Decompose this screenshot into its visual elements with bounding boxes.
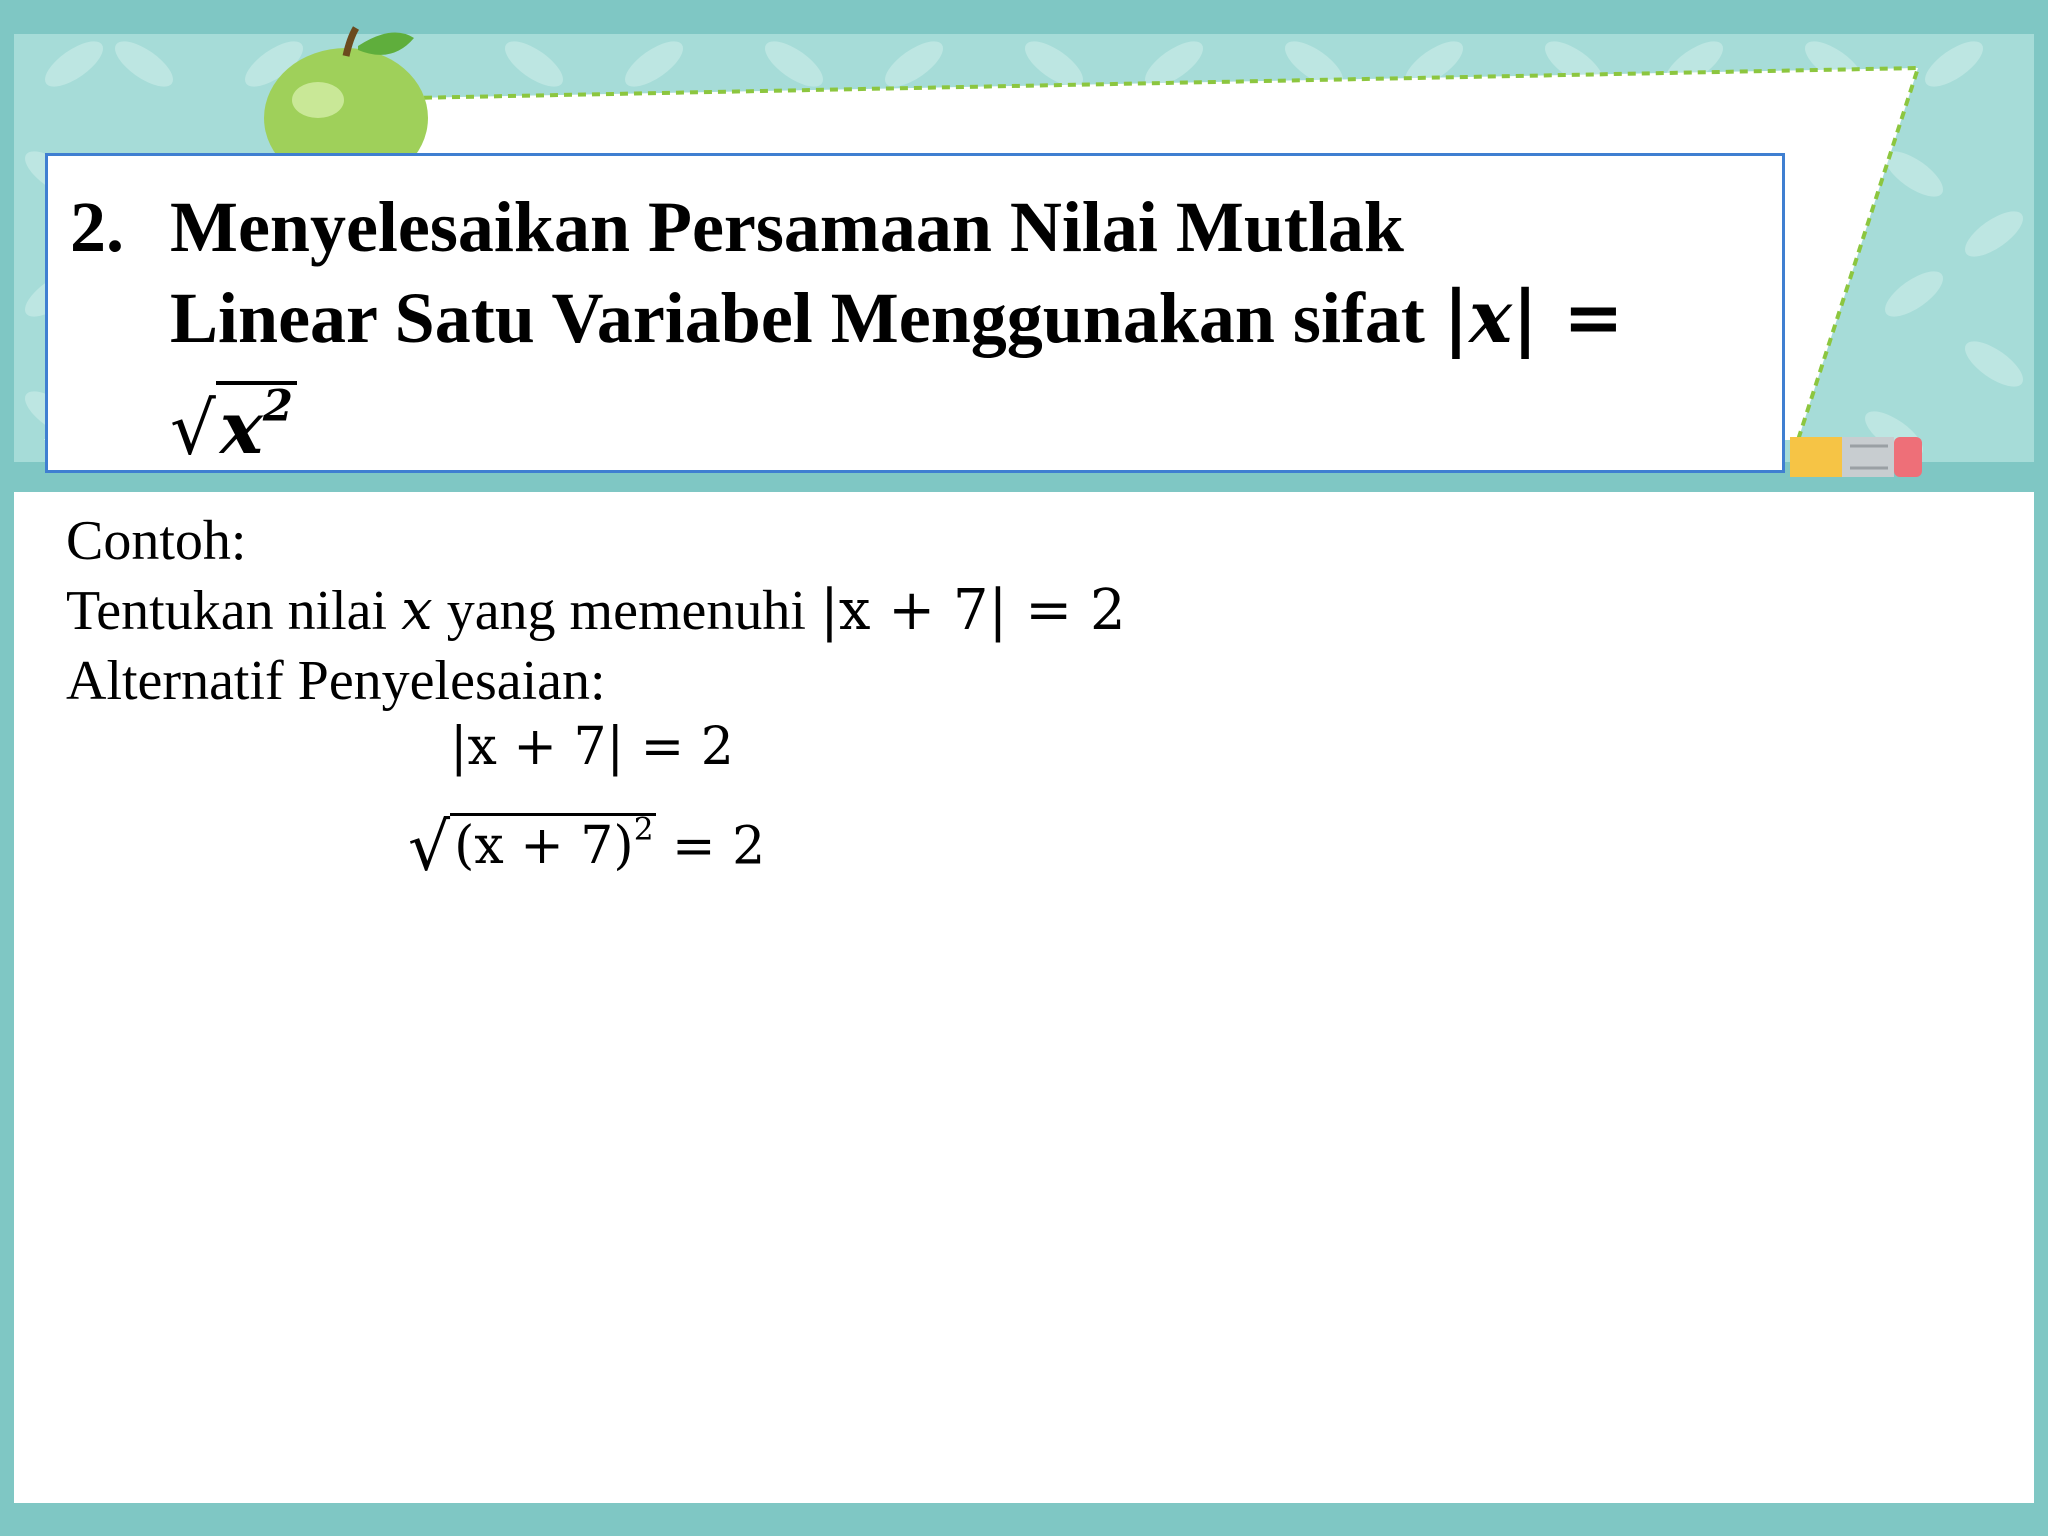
- step-2-rhs: = 2: [655, 816, 766, 877]
- question-prefix: Tentukan nilai: [66, 580, 402, 642]
- title-box: [45, 153, 1785, 473]
- title-line-3: [170, 362, 297, 474]
- title-sqrt-radicand: [216, 381, 297, 470]
- title-line-2: [170, 272, 1624, 363]
- title-radicand-var: x: [219, 385, 263, 471]
- title-abs-formula: |x| =: [1442, 274, 1624, 359]
- title-radicand-exponent: 2: [262, 381, 293, 432]
- example-label: Contoh:: [66, 510, 247, 572]
- title-line-1: Menyelesaikan Persamaan Nilai Mutlak: [170, 187, 1404, 267]
- step-2-radicand-expr: (x + 7): [454, 816, 634, 877]
- solution-label: Alternatif Penyelesaian:: [66, 650, 606, 712]
- question-variable: x: [401, 578, 433, 643]
- question-equation: |x + 7| = 2: [819, 578, 1126, 643]
- step-1-equation: |x + 7| = 2: [450, 717, 734, 777]
- sqrt-symbol: √: [170, 386, 216, 471]
- title-number: 2.: [70, 187, 124, 267]
- title-line-2-text: Linear Satu Variabel Menggunakan sifat: [170, 278, 1443, 358]
- step-2-equation: [408, 795, 766, 886]
- step-2-radicand: [450, 813, 655, 876]
- pencil-icon: [1790, 437, 1922, 477]
- question-mid: yang memenuhi: [432, 580, 820, 642]
- question-line: [66, 578, 1126, 644]
- step-2-exponent: 2: [633, 812, 654, 848]
- step-2-sqrt-symbol: √: [408, 808, 451, 886]
